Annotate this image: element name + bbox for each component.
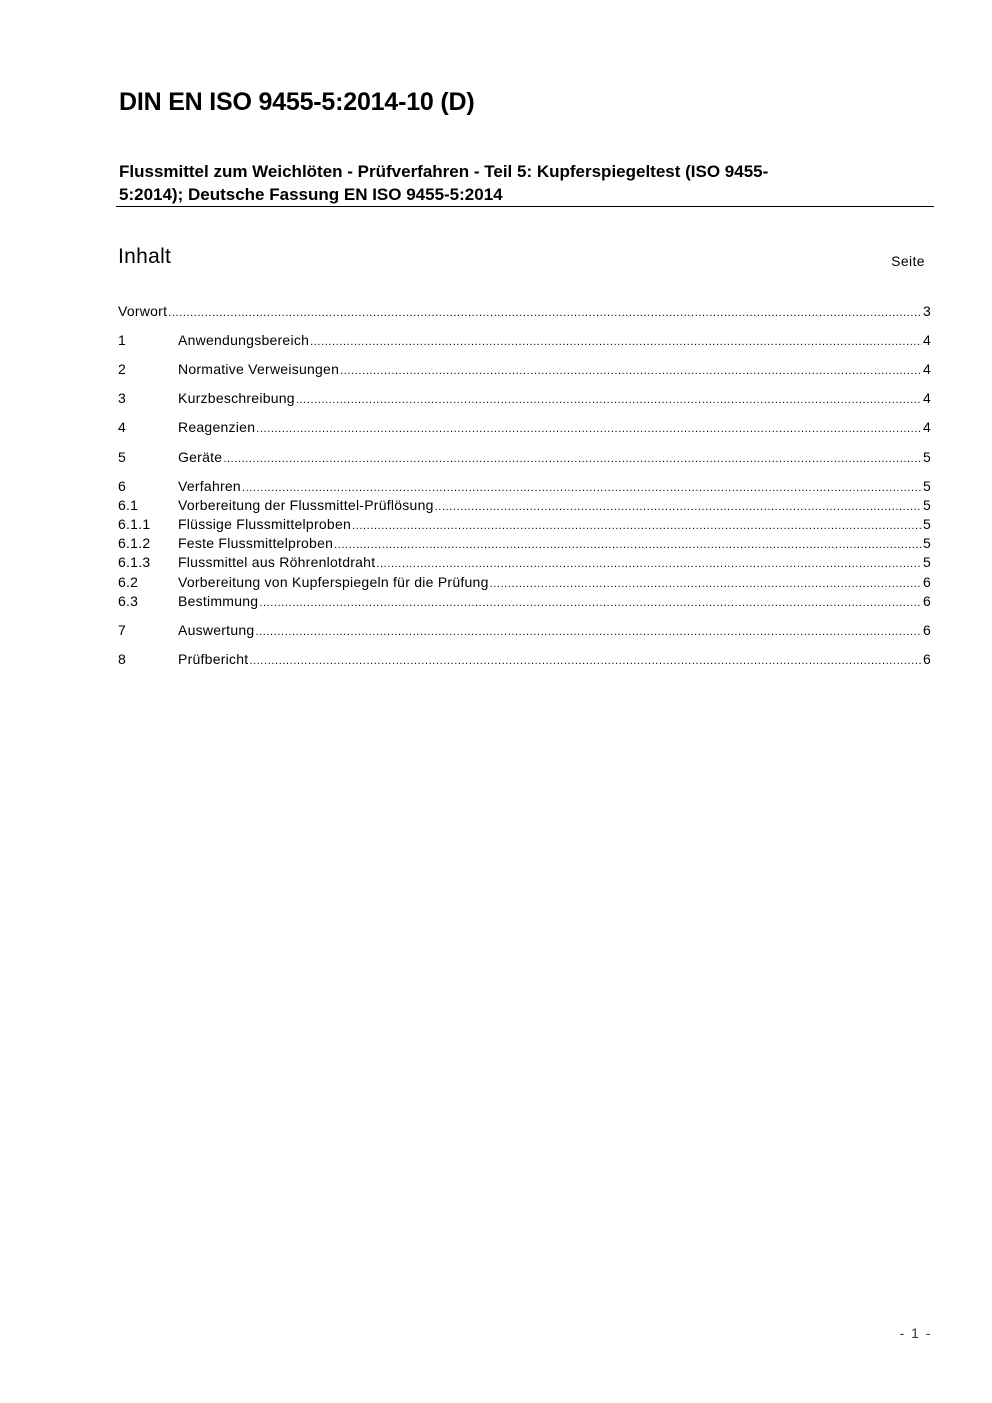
toc-entry-title: Bestimmung: [178, 593, 259, 609]
toc-entry-title: Feste Flussmittelproben: [178, 535, 334, 551]
toc-dot-leader: [334, 534, 922, 553]
toc-entry-title: Reagenzien: [178, 419, 256, 435]
toc-entry-number: 6.1: [118, 497, 139, 513]
toc-entry-title: Prüfbericht: [178, 651, 249, 667]
document-subtitle-line-1: Flussmittel zum Weichlöten - Prüfverfahren - Teil 5: Kupferspiegeltest (ISO 9455-: [119, 162, 769, 181]
toc-entry-auswertung[interactable]: [118, 621, 931, 640]
toc-entry-fluessige-proben[interactable]: [118, 515, 931, 534]
toc-entry-number: 5: [118, 449, 127, 465]
toc-entry-vorbereitung-pruefloesung[interactable]: [118, 496, 931, 515]
toc-entry-number: 8: [118, 651, 127, 667]
title-divider: [116, 206, 934, 207]
toc-entry-title: Kurzbeschreibung: [178, 390, 295, 406]
toc-entry-number: 1: [118, 332, 127, 348]
toc-entry-title: Flüssige Flussmittelproben: [178, 516, 352, 532]
toc-entry-title: Auswertung: [178, 622, 255, 638]
toc-entry-number: 4: [118, 419, 127, 435]
document-subtitle: [119, 160, 919, 206]
toc-entry-page: 6: [922, 574, 931, 590]
toc-entry-page: 6: [922, 622, 931, 638]
toc-entry-page: 3: [922, 303, 931, 319]
toc-entry-title: Vorwort: [118, 303, 168, 319]
toc-entry-number: 6.1.1: [118, 516, 151, 532]
toc-dot-leader: [490, 573, 922, 592]
toc-dot-leader: [168, 302, 922, 321]
toc-dot-leader: [256, 418, 922, 437]
toc-entry-anwendungsbereich[interactable]: [118, 331, 931, 350]
toc-entry-number: 2: [118, 361, 127, 377]
toc-entry-bestimmung[interactable]: [118, 592, 931, 611]
document-title: DIN EN ISO 9455-5:2014-10 (D): [119, 88, 475, 116]
toc-entry-page: 5: [922, 478, 931, 494]
toc-entry-number: 7: [118, 622, 127, 638]
toc-entry-page: 5: [922, 516, 931, 532]
toc-dot-leader: [310, 331, 922, 350]
toc-entry-normative-verweisungen[interactable]: [118, 360, 931, 379]
toc-entry-number: 6.3: [118, 593, 139, 609]
toc-dot-leader: [296, 389, 922, 408]
toc-entry-verfahren[interactable]: [118, 477, 931, 496]
toc-entry-page: 5: [922, 554, 931, 570]
toc-entry-number: 6.1.3: [118, 554, 151, 570]
toc-dot-leader: [340, 360, 922, 379]
toc-entry-title: Verfahren: [178, 478, 241, 494]
toc-dot-leader: [435, 496, 922, 515]
toc-page-column-label: Seite: [891, 253, 925, 269]
toc-dot-leader: [352, 515, 922, 534]
toc-entry-page: 5: [922, 497, 931, 513]
toc-entry-number: 6: [118, 478, 127, 494]
toc-entry-kupferspiegel[interactable]: [118, 573, 931, 592]
toc-entry-page: 6: [922, 593, 931, 609]
toc-entry-title: Anwendungsbereich: [178, 332, 310, 348]
toc-dot-leader: [255, 621, 922, 640]
toc-entry-geraete[interactable]: [118, 448, 931, 467]
toc-entry-reagenzien[interactable]: [118, 418, 931, 437]
toc-entry-kurzbeschreibung[interactable]: [118, 389, 931, 408]
toc-dot-leader: [242, 477, 922, 496]
toc-entry-title: Vorbereitung von Kupferspiegeln für die Prüfung: [178, 574, 489, 590]
toc-dot-leader: [376, 553, 922, 572]
toc-entry-page: 4: [922, 390, 931, 406]
toc-entry-title: Vorbereitung der Flussmittel-Prüflösung: [178, 497, 434, 513]
toc-entry-page: 4: [922, 361, 931, 377]
toc-entry-number: 3: [118, 390, 127, 406]
toc-entry-feste-proben[interactable]: [118, 534, 931, 553]
toc-heading: Inhalt: [118, 245, 172, 268]
toc-entry-title: Normative Verweisungen: [178, 361, 340, 377]
toc-entry-page: 4: [922, 419, 931, 435]
toc-entry-title: Geräte: [178, 449, 223, 465]
toc-entry-page: 6: [922, 651, 931, 667]
toc-dot-leader: [249, 650, 922, 669]
toc-entry-vorwort[interactable]: [118, 302, 931, 321]
toc-dot-leader: [259, 592, 922, 611]
toc-dot-leader: [223, 448, 922, 467]
toc-entry-page: 5: [922, 535, 931, 551]
toc-entry-page: 4: [922, 332, 931, 348]
toc-entry-page: 5: [922, 449, 931, 465]
toc-entry-number: 6.1.2: [118, 535, 151, 551]
toc-entry-number: 6.2: [118, 574, 139, 590]
document-subtitle-line-2: 5:2014); Deutsche Fassung EN ISO 9455-5:2014: [119, 185, 503, 204]
toc-entry-roehrenlotdraht[interactable]: [118, 553, 931, 572]
toc-entry-title: Flussmittel aus Röhrenlotdraht: [178, 554, 376, 570]
toc-entry-pruefbericht[interactable]: [118, 650, 931, 669]
page-number: - 1 -: [899, 1325, 932, 1341]
